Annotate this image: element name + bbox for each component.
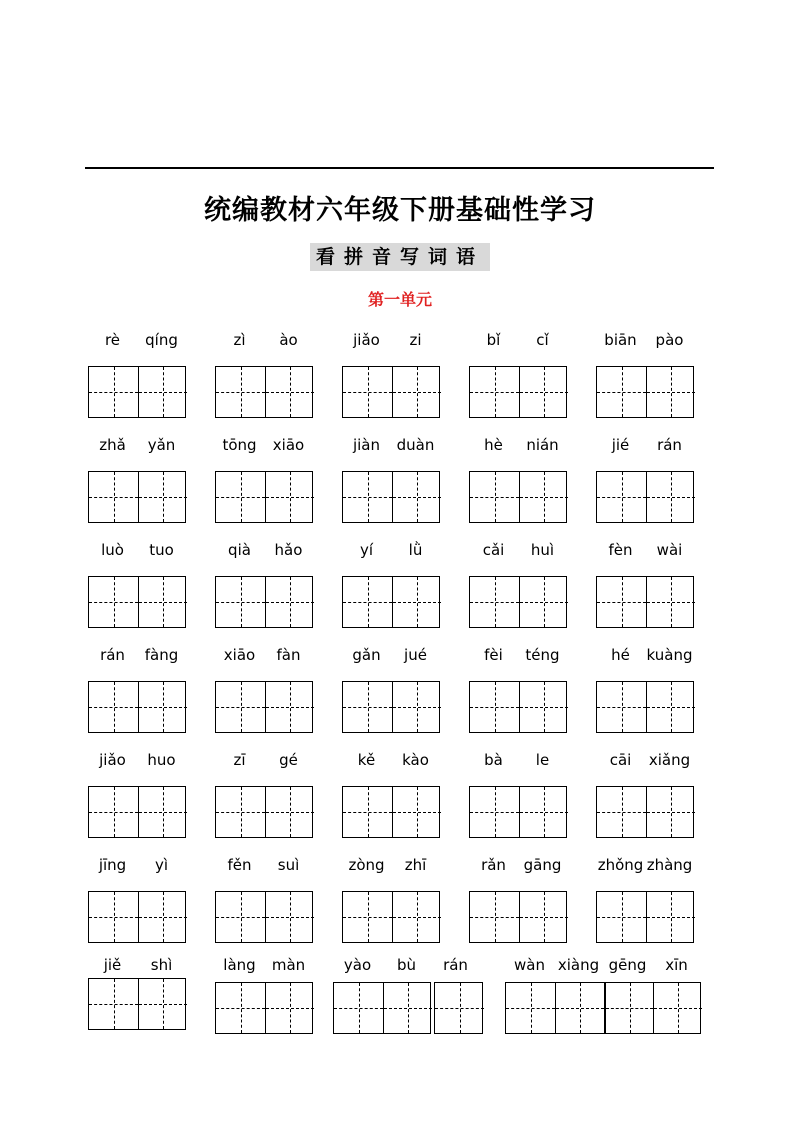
pinyin-syllable: lǜ [408, 541, 423, 559]
box-guide-horizontal [139, 707, 187, 708]
character-box[interactable] [519, 787, 568, 837]
pinyin-syllable: tuo [149, 541, 174, 559]
character-box[interactable] [89, 472, 138, 522]
box-guide-horizontal [606, 1008, 653, 1009]
box-guide-horizontal [520, 812, 568, 813]
box-guide-horizontal [470, 707, 519, 708]
box-guide-horizontal [393, 917, 441, 918]
box-guide-horizontal [216, 1008, 265, 1009]
pinyin-syllable: fěn [227, 856, 252, 874]
character-box[interactable] [597, 787, 646, 837]
character-box[interactable] [383, 983, 432, 1033]
pinyin-syllable: nián [526, 436, 559, 454]
box-guide-horizontal [216, 497, 265, 498]
pinyin-syllable: fàng [144, 646, 179, 664]
writing-grid[interactable] [342, 681, 440, 733]
character-box[interactable] [597, 367, 646, 417]
character-box[interactable] [89, 577, 138, 627]
character-box[interactable] [470, 472, 519, 522]
pinyin-syllable: fèi [484, 646, 503, 664]
writing-grid[interactable] [215, 786, 313, 838]
top-rule [85, 167, 714, 169]
character-box[interactable] [89, 892, 138, 942]
writing-grid[interactable] [596, 471, 694, 523]
character-box[interactable] [89, 787, 138, 837]
box-guide-horizontal [506, 1008, 555, 1009]
character-box[interactable] [216, 983, 265, 1033]
character-box[interactable] [265, 892, 314, 942]
character-box[interactable] [646, 367, 695, 417]
character-box[interactable] [89, 682, 138, 732]
box-guide-horizontal [266, 602, 314, 603]
box-guide-horizontal [654, 1008, 702, 1009]
box-guide-horizontal [597, 392, 646, 393]
box-guide-horizontal [216, 812, 265, 813]
writing-grid[interactable] [88, 978, 186, 1030]
pinyin-syllable: jiǎo [99, 751, 126, 769]
box-guide-horizontal [139, 1004, 187, 1005]
box-guide-horizontal [556, 1008, 604, 1009]
character-box[interactable] [646, 472, 695, 522]
character-box[interactable] [138, 979, 187, 1029]
pinyin-syllable: gāng [523, 856, 562, 874]
pinyin-syllable: yào [343, 956, 372, 974]
character-box[interactable] [343, 787, 392, 837]
box-guide-horizontal [647, 917, 695, 918]
writing-grid[interactable] [88, 786, 186, 838]
box-guide-horizontal [216, 707, 265, 708]
pinyin-syllable: rǎn [481, 856, 506, 874]
pinyin-syllable: gé [279, 751, 298, 769]
writing-grid[interactable] [596, 681, 694, 733]
character-box[interactable] [216, 577, 265, 627]
box-guide-horizontal [216, 917, 265, 918]
box-guide-horizontal [89, 917, 138, 918]
box-guide-horizontal [334, 1008, 383, 1009]
pinyin-syllable: rè [104, 331, 121, 349]
character-box[interactable] [138, 367, 187, 417]
character-box[interactable] [343, 892, 392, 942]
box-guide-horizontal [266, 497, 314, 498]
character-box[interactable] [653, 983, 702, 1033]
character-box[interactable] [519, 577, 568, 627]
pinyin-syllable: huì [530, 541, 555, 559]
character-box[interactable] [265, 983, 314, 1033]
pinyin-syllable: shì [150, 956, 173, 974]
unit-label: 第一单元 [367, 290, 432, 309]
box-guide-horizontal [384, 1008, 432, 1009]
pinyin-syllable: gǎn [352, 646, 381, 664]
character-box[interactable] [470, 577, 519, 627]
box-guide-horizontal [470, 602, 519, 603]
writing-grid[interactable] [342, 576, 440, 628]
writing-grid[interactable] [469, 891, 567, 943]
pinyin-syllable: jiě [103, 956, 122, 974]
character-box[interactable] [597, 472, 646, 522]
pinyin-syllable: hè [484, 436, 503, 454]
pinyin-syllable: ào [279, 331, 298, 349]
box-guide-horizontal [266, 707, 314, 708]
character-box[interactable] [555, 983, 604, 1033]
pinyin-syllable: zhī [404, 856, 427, 874]
pinyin-syllable: huo [147, 751, 176, 769]
pinyin-syllable: gēng [608, 956, 647, 974]
pinyin-syllable: zhàng [646, 856, 693, 874]
box-guide-horizontal [139, 812, 187, 813]
page-title: 统编教材六年级下册基础性学习 [204, 195, 596, 226]
character-box[interactable] [519, 367, 568, 417]
character-box[interactable] [89, 367, 138, 417]
character-box[interactable] [597, 682, 646, 732]
pinyin-syllable: làng [223, 956, 256, 974]
character-box[interactable] [470, 367, 519, 417]
box-guide-horizontal [89, 1004, 138, 1005]
box-guide-horizontal [470, 497, 519, 498]
box-guide-horizontal [216, 392, 265, 393]
writing-grid[interactable] [469, 681, 567, 733]
box-guide-horizontal [139, 602, 187, 603]
writing-grid[interactable] [469, 786, 567, 838]
character-box[interactable] [343, 472, 392, 522]
box-guide-horizontal [597, 812, 646, 813]
pinyin-syllable: zì [233, 331, 246, 349]
pinyin-syllable: pào [655, 331, 684, 349]
pinyin-syllable: cǐ [536, 331, 549, 349]
writing-grid[interactable] [88, 366, 186, 418]
box-guide-horizontal [343, 392, 392, 393]
writing-grid[interactable] [596, 576, 694, 628]
box-guide-horizontal [343, 812, 392, 813]
pinyin-syllable: jué [404, 646, 427, 664]
box-guide-horizontal [597, 917, 646, 918]
pinyin-syllable: jiàn [352, 436, 381, 454]
pinyin-syllable: suì [277, 856, 300, 874]
pinyin-syllable: zòng [348, 856, 385, 874]
pinyin-syllable: zi [409, 331, 422, 349]
pinyin-syllable: rán [443, 956, 468, 974]
box-guide-horizontal [393, 812, 441, 813]
character-box[interactable] [138, 472, 187, 522]
character-box[interactable] [470, 787, 519, 837]
character-box[interactable] [216, 367, 265, 417]
writing-grid[interactable] [469, 471, 567, 523]
character-box[interactable] [392, 367, 441, 417]
character-box[interactable] [646, 682, 695, 732]
character-box[interactable] [265, 472, 314, 522]
box-guide-horizontal [343, 602, 392, 603]
pinyin-syllable: bà [484, 751, 503, 769]
pinyin-syllable: le [535, 751, 550, 769]
pinyin-syllable: kuàng [646, 646, 693, 664]
box-guide-horizontal [647, 707, 695, 708]
box-guide-horizontal [435, 1008, 484, 1009]
writing-grid[interactable] [88, 471, 186, 523]
box-guide-horizontal [89, 602, 138, 603]
writing-grid[interactable] [215, 681, 313, 733]
box-guide-horizontal [266, 812, 314, 813]
box-guide-horizontal [139, 497, 187, 498]
pinyin-syllable: yì [154, 856, 169, 874]
pinyin-syllable: xiàng [557, 956, 600, 974]
character-box[interactable] [646, 577, 695, 627]
character-box[interactable] [470, 682, 519, 732]
character-box[interactable] [343, 367, 392, 417]
character-box[interactable] [392, 682, 441, 732]
pinyin-syllable: duàn [396, 436, 435, 454]
pinyin-syllable: wài [656, 541, 683, 559]
pinyin-syllable: cāi [609, 751, 632, 769]
box-guide-horizontal [393, 602, 441, 603]
pinyin-syllable: zī [233, 751, 246, 769]
character-box[interactable] [506, 983, 555, 1033]
writing-grid[interactable] [215, 576, 313, 628]
writing-grid[interactable] [342, 366, 440, 418]
pinyin-syllable: xiāo [223, 646, 256, 664]
pinyin-syllable: xīn [665, 956, 688, 974]
box-guide-horizontal [470, 812, 519, 813]
box-guide-horizontal [393, 392, 441, 393]
pinyin-syllable: bù [396, 956, 417, 974]
writing-grid[interactable] [215, 891, 313, 943]
pinyin-syllable: tōng [222, 436, 257, 454]
character-box[interactable] [519, 892, 568, 942]
box-guide-horizontal [470, 917, 519, 918]
box-guide-horizontal [139, 917, 187, 918]
box-guide-horizontal [343, 707, 392, 708]
character-box[interactable] [435, 983, 484, 1033]
character-box[interactable] [470, 892, 519, 942]
writing-grid[interactable] [215, 982, 313, 1034]
character-box[interactable] [519, 682, 568, 732]
pinyin-syllable: luò [101, 541, 124, 559]
character-box[interactable] [646, 892, 695, 942]
character-box[interactable] [216, 787, 265, 837]
box-guide-horizontal [343, 917, 392, 918]
character-box[interactable] [216, 682, 265, 732]
pinyin-syllable: xiǎng [648, 751, 691, 769]
pinyin-syllable: cǎi [482, 541, 505, 559]
character-box[interactable] [392, 472, 441, 522]
pinyin-syllable: téng [525, 646, 560, 664]
writing-grid[interactable] [88, 891, 186, 943]
box-guide-horizontal [647, 812, 695, 813]
character-box[interactable] [138, 787, 187, 837]
box-guide-horizontal [520, 497, 568, 498]
pinyin-syllable: rán [657, 436, 682, 454]
pinyin-syllable: qíng [145, 331, 178, 349]
box-guide-horizontal [597, 602, 646, 603]
pinyin-syllable: hǎo [274, 541, 303, 559]
box-guide-horizontal [89, 392, 138, 393]
character-box[interactable] [646, 787, 695, 837]
pinyin-syllable: rán [100, 646, 125, 664]
character-box[interactable] [392, 787, 441, 837]
writing-grid[interactable] [596, 786, 694, 838]
character-box[interactable] [392, 577, 441, 627]
pinyin-syllable: bǐ [486, 331, 501, 349]
character-box[interactable] [138, 577, 187, 627]
box-guide-horizontal [597, 497, 646, 498]
writing-grid[interactable] [469, 366, 567, 418]
character-box[interactable] [343, 682, 392, 732]
character-box[interactable] [597, 577, 646, 627]
character-box[interactable] [265, 367, 314, 417]
box-guide-horizontal [520, 707, 568, 708]
box-guide-horizontal [266, 1008, 314, 1009]
box-guide-horizontal [470, 392, 519, 393]
character-box[interactable] [216, 472, 265, 522]
pinyin-syllable: yǎn [147, 436, 176, 454]
character-box[interactable] [265, 577, 314, 627]
box-guide-horizontal [139, 392, 187, 393]
character-box[interactable] [89, 979, 138, 1029]
writing-grid[interactable] [215, 471, 313, 523]
box-guide-horizontal [266, 392, 314, 393]
box-guide-horizontal [89, 812, 138, 813]
writing-grid[interactable] [342, 891, 440, 943]
pinyin-syllable: hé [611, 646, 630, 664]
character-box[interactable] [392, 892, 441, 942]
pinyin-syllable: zhǎ [99, 436, 126, 454]
pinyin-syllable: kào [402, 751, 429, 769]
writing-grid[interactable] [88, 576, 186, 628]
pinyin-syllable: qià [228, 541, 251, 559]
character-box[interactable] [334, 983, 383, 1033]
character-box[interactable] [265, 787, 314, 837]
box-guide-horizontal [89, 707, 138, 708]
box-guide-horizontal [343, 497, 392, 498]
character-box[interactable] [604, 983, 653, 1033]
subtitle-wrap [0, 243, 800, 271]
pinyin-syllable: jīng [98, 856, 127, 874]
box-guide-horizontal [520, 602, 568, 603]
pinyin-syllable: màn [271, 956, 306, 974]
writing-grid[interactable] [469, 576, 567, 628]
writing-grid[interactable] [434, 982, 483, 1034]
writing-grid[interactable] [342, 786, 440, 838]
writing-grid[interactable] [596, 891, 694, 943]
box-guide-horizontal [520, 392, 568, 393]
box-guide-horizontal [647, 602, 695, 603]
pinyin-syllable: biān [604, 331, 637, 349]
pinyin-syllable: jié [611, 436, 630, 454]
pinyin-syllable: fàn [276, 646, 301, 664]
character-box[interactable] [597, 892, 646, 942]
character-box[interactable] [138, 682, 187, 732]
box-guide-horizontal [520, 917, 568, 918]
pinyin-syllable: kě [357, 751, 376, 769]
pinyin-syllable: wàn [514, 956, 545, 974]
writing-grid[interactable] [215, 366, 313, 418]
box-guide-horizontal [393, 707, 441, 708]
character-box[interactable] [519, 472, 568, 522]
character-box[interactable] [343, 577, 392, 627]
box-guide-horizontal [89, 497, 138, 498]
character-box[interactable] [216, 892, 265, 942]
writing-grid[interactable] [88, 681, 186, 733]
pinyin-syllable: yí [359, 541, 374, 559]
box-guide-horizontal [597, 707, 646, 708]
pinyin-syllable: zhǒng [597, 856, 644, 874]
pinyin-syllable: xiāo [272, 436, 305, 454]
box-guide-horizontal [647, 497, 695, 498]
box-guide-horizontal [393, 497, 441, 498]
box-guide-horizontal [216, 602, 265, 603]
subtitle: 看拼音写词语 [310, 243, 490, 271]
box-guide-horizontal [647, 392, 695, 393]
character-box[interactable] [138, 892, 187, 942]
pinyin-syllable: fèn [608, 541, 633, 559]
writing-grid[interactable] [333, 982, 431, 1034]
writing-grid[interactable] [505, 982, 701, 1034]
box-guide-horizontal [266, 917, 314, 918]
character-box[interactable] [265, 682, 314, 732]
pinyin-syllable: jiǎo [353, 331, 380, 349]
writing-grid[interactable] [342, 471, 440, 523]
writing-grid[interactable] [596, 366, 694, 418]
